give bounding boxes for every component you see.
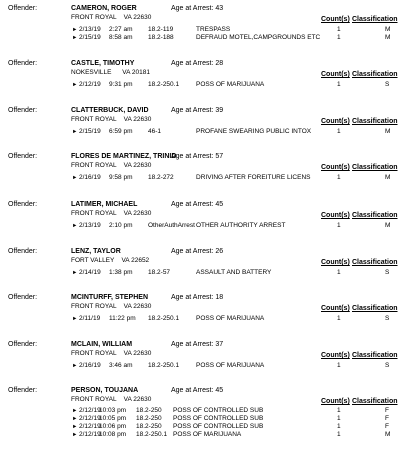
charge-classification: M bbox=[385, 431, 391, 438]
charge-time: 9:31 pm bbox=[109, 81, 133, 88]
offender-name: CAMERON, ROGER bbox=[71, 5, 137, 12]
charge-date: 2/12/19 bbox=[79, 431, 101, 438]
charge-description: DRIVING AFTER FOREITURE LICENS bbox=[196, 174, 311, 181]
charge-description: POSS OF MARIJUANA bbox=[196, 315, 265, 322]
charge-time: 11:22 pm bbox=[109, 315, 136, 322]
offender-record bbox=[0, 152, 420, 202]
count-header: Count(s) bbox=[321, 259, 350, 266]
charge-statute: 18.2-272 bbox=[148, 174, 174, 181]
charge-row bbox=[0, 34, 420, 42]
charge-statute: 18.2-119 bbox=[148, 26, 174, 33]
charge-statute: 18.2-188 bbox=[148, 34, 174, 41]
charge-date: 2/12/19 bbox=[79, 407, 101, 414]
offender-address: FRONT ROYAL VA 22630 bbox=[71, 350, 152, 357]
offender-record bbox=[0, 293, 420, 343]
charge-count: 1 bbox=[337, 34, 341, 41]
charge-row bbox=[0, 81, 420, 89]
age-at-arrest bbox=[171, 59, 223, 69]
charge-time: 6:59 pm bbox=[109, 128, 133, 135]
age-label: Age at Arrest: bbox=[171, 107, 214, 114]
offender-label: Offender: bbox=[8, 387, 38, 394]
charge-date: 2/14/19 bbox=[79, 269, 101, 276]
arrow-bullet-icon: ► bbox=[72, 270, 78, 276]
count-header: Count(s) bbox=[321, 212, 350, 219]
offender-name: FLORES DE MARTINEZ, TRINID bbox=[71, 153, 177, 160]
charge-description: TRESPASS bbox=[196, 26, 231, 33]
classification-header: Classification bbox=[352, 212, 398, 219]
charge-description: POSS OF CONTROLLED SUB bbox=[173, 415, 264, 422]
charge-row bbox=[0, 407, 420, 415]
charge-classification: M bbox=[385, 128, 391, 135]
age-label: Age at Arrest: bbox=[171, 60, 214, 67]
charge-date: 2/13/19 bbox=[79, 222, 101, 229]
offender-address: NOKESVILLE VA 20181 bbox=[71, 69, 151, 76]
charge-row bbox=[0, 415, 420, 423]
offender-name: CLATTERBUCK, DAVID bbox=[71, 107, 149, 114]
charge-classification: S bbox=[385, 362, 390, 369]
offender-name: LENZ, TAYLOR bbox=[71, 248, 121, 255]
classification-header: Classification bbox=[352, 164, 398, 171]
age-value: 43 bbox=[215, 5, 224, 12]
charge-statute: 18.2-250 bbox=[136, 423, 162, 430]
arrow-bullet-icon: ► bbox=[72, 223, 78, 229]
offender-record bbox=[0, 200, 420, 250]
charge-time: 1:38 pm bbox=[109, 269, 133, 276]
offender-record bbox=[0, 4, 420, 54]
arrow-bullet-icon: ► bbox=[72, 175, 78, 181]
offender-record bbox=[0, 106, 420, 156]
offender-label: Offender: bbox=[8, 201, 38, 208]
charge-time: 10:06 pm bbox=[99, 423, 127, 430]
offender-name: CASTLE, TIMOTHY bbox=[71, 60, 135, 67]
count-header: Count(s) bbox=[321, 305, 350, 312]
charge-statute: 18.2-250 bbox=[136, 407, 162, 414]
offender-name: PERSON, TOUJANA bbox=[71, 387, 139, 394]
charge-row bbox=[0, 26, 420, 34]
charge-time: 9:58 pm bbox=[109, 174, 133, 181]
arrow-bullet-icon: ► bbox=[72, 416, 78, 422]
charge-time: 8:58 am bbox=[109, 34, 133, 41]
charge-date: 2/15/19 bbox=[79, 34, 101, 41]
classification-header: Classification bbox=[352, 118, 398, 125]
age-label: Age at Arrest: bbox=[171, 153, 214, 160]
charge-date: 2/15/19 bbox=[79, 128, 101, 135]
charge-time: 10:05 pm bbox=[99, 415, 127, 422]
charge-classification: M bbox=[385, 26, 391, 33]
charge-statute: 18.2-250.1 bbox=[148, 81, 180, 88]
count-header: Count(s) bbox=[321, 164, 350, 171]
age-value: 45 bbox=[215, 201, 224, 208]
classification-header: Classification bbox=[352, 16, 398, 23]
age-label: Age at Arrest: bbox=[171, 294, 214, 301]
age-at-arrest bbox=[171, 293, 223, 303]
offender-address: FRONT ROYAL VA 22630 bbox=[71, 14, 152, 21]
age-value: 45 bbox=[215, 387, 224, 394]
charge-date: 2/11/19 bbox=[79, 315, 101, 322]
charge-statute: 18.2-250.1 bbox=[148, 315, 180, 322]
charge-count: 1 bbox=[337, 423, 341, 430]
charge-row bbox=[0, 128, 420, 136]
charge-classification: F bbox=[385, 415, 389, 422]
charge-description: ASSAULT AND BATTERY bbox=[196, 269, 272, 276]
arrow-bullet-icon: ► bbox=[72, 316, 78, 322]
age-at-arrest bbox=[171, 386, 223, 396]
charge-date: 2/12/19 bbox=[79, 415, 101, 422]
offender-label: Offender: bbox=[8, 294, 38, 301]
charge-date: 2/16/19 bbox=[79, 362, 101, 369]
offender-name: MCINTURFF, STEPHEN bbox=[71, 294, 148, 301]
classification-header: Classification bbox=[352, 305, 398, 312]
charge-count: 1 bbox=[337, 415, 341, 422]
charge-statute: 18.2-250.1 bbox=[148, 362, 180, 369]
arrow-bullet-icon: ► bbox=[72, 129, 78, 135]
charge-date: 2/12/19 bbox=[79, 423, 101, 430]
charge-row bbox=[0, 423, 420, 431]
charge-description: PROFANE SWEARING PUBLIC INTOX bbox=[196, 128, 312, 135]
age-label: Age at Arrest: bbox=[171, 341, 214, 348]
charge-count: 1 bbox=[337, 26, 341, 33]
offender-address: FORT VALLEY VA 22652 bbox=[71, 257, 150, 264]
offender-label: Offender: bbox=[8, 341, 38, 348]
classification-header: Classification bbox=[352, 352, 398, 359]
charge-count: 1 bbox=[337, 269, 341, 276]
count-header: Count(s) bbox=[321, 352, 350, 359]
classification-header: Classification bbox=[352, 259, 398, 266]
charge-statute: 18.2-57 bbox=[148, 269, 171, 276]
charge-time: 3:46 am bbox=[109, 362, 133, 369]
charge-time: 2:27 am bbox=[109, 26, 133, 33]
charge-description: POSS OF MARIJUANA bbox=[173, 431, 242, 438]
arrow-bullet-icon: ► bbox=[72, 432, 78, 438]
charge-row bbox=[0, 362, 420, 370]
offender-record bbox=[0, 247, 420, 297]
charge-statute: 18.2-250.1 bbox=[136, 431, 168, 438]
charge-statute: OtherAuthArrest bbox=[148, 222, 195, 229]
age-label: Age at Arrest: bbox=[171, 201, 214, 208]
age-at-arrest bbox=[171, 340, 223, 350]
charge-date: 2/13/19 bbox=[79, 26, 101, 33]
offender-label: Offender: bbox=[8, 248, 38, 255]
count-header: Count(s) bbox=[321, 71, 350, 78]
charge-description: POSS OF MARIJUANA bbox=[196, 362, 265, 369]
count-header: Count(s) bbox=[321, 398, 350, 405]
offender-name: MCLAIN, WILLIAM bbox=[71, 341, 133, 348]
offender-address: FRONT ROYAL VA 22630 bbox=[71, 162, 152, 169]
age-value: 37 bbox=[215, 341, 224, 348]
charge-description: POSS OF MARIJUANA bbox=[196, 81, 265, 88]
age-value: 39 bbox=[215, 107, 224, 114]
charge-count: 1 bbox=[337, 81, 341, 88]
arrow-bullet-icon: ► bbox=[72, 363, 78, 369]
classification-header: Classification bbox=[352, 71, 398, 78]
offender-record bbox=[0, 340, 420, 390]
charge-description: POSS OF CONTROLLED SUB bbox=[173, 423, 264, 430]
classification-header: Classification bbox=[352, 398, 398, 405]
charge-count: 1 bbox=[337, 315, 341, 322]
age-at-arrest bbox=[171, 152, 223, 162]
charge-row bbox=[0, 269, 420, 277]
arrow-bullet-icon: ► bbox=[72, 82, 78, 88]
age-value: 57 bbox=[215, 153, 224, 160]
age-value: 18 bbox=[215, 294, 224, 301]
charge-statute: 46-1 bbox=[148, 128, 162, 135]
age-at-arrest bbox=[171, 200, 223, 210]
charge-date: 2/16/19 bbox=[79, 174, 101, 181]
charge-classification: S bbox=[385, 315, 390, 322]
offender-name: LATIMER, MICHAEL bbox=[71, 201, 138, 208]
offender-address: FRONT ROYAL VA 22630 bbox=[71, 210, 152, 217]
charge-row bbox=[0, 222, 420, 230]
offender-label: Offender: bbox=[8, 107, 38, 114]
age-value: 28 bbox=[215, 60, 224, 67]
offender-label: Offender: bbox=[8, 60, 38, 67]
charge-description: POSS OF CONTROLLED SUB bbox=[173, 407, 264, 414]
charge-classification: F bbox=[385, 423, 389, 430]
offender-label: Offender: bbox=[8, 153, 38, 160]
arrow-bullet-icon: ► bbox=[72, 27, 78, 33]
offender-address: FRONT ROYAL VA 22630 bbox=[71, 116, 152, 123]
age-at-arrest bbox=[171, 4, 223, 14]
charge-description: DEFRAUD MOTEL,CAMPGROUNDS ETC bbox=[196, 34, 321, 41]
charge-classification: S bbox=[385, 81, 390, 88]
charge-count: 1 bbox=[337, 362, 341, 369]
charge-time: 2:10 pm bbox=[109, 222, 133, 229]
charge-count: 1 bbox=[337, 174, 341, 181]
charge-classification: M bbox=[385, 222, 391, 229]
age-value: 26 bbox=[215, 248, 224, 255]
charge-description: OTHER AUTHORITY ARREST bbox=[196, 222, 286, 229]
charge-count: 1 bbox=[337, 431, 341, 438]
count-header: Count(s) bbox=[321, 16, 350, 23]
arrow-bullet-icon: ► bbox=[72, 408, 78, 414]
charge-statute: 18.2-250 bbox=[136, 415, 162, 422]
offender-address: FRONT ROYAL VA 22630 bbox=[71, 396, 152, 403]
age-label: Age at Arrest: bbox=[171, 248, 214, 255]
charge-classification: M bbox=[385, 34, 391, 41]
age-label: Age at Arrest: bbox=[171, 5, 214, 12]
age-label: Age at Arrest: bbox=[171, 387, 214, 394]
age-at-arrest bbox=[171, 247, 223, 257]
charge-time: 10:08 pm bbox=[99, 431, 127, 438]
offender-record bbox=[0, 59, 420, 109]
arrow-bullet-icon: ► bbox=[72, 424, 78, 430]
offender-address: FRONT ROYAL VA 22630 bbox=[71, 303, 152, 310]
charge-classification: F bbox=[385, 407, 389, 414]
charge-row bbox=[0, 431, 420, 439]
charge-time: 10:03 pm bbox=[99, 407, 127, 414]
charge-date: 2/12/19 bbox=[79, 81, 101, 88]
charge-count: 1 bbox=[337, 407, 341, 414]
age-at-arrest bbox=[171, 106, 223, 116]
charge-row bbox=[0, 174, 420, 182]
count-header: Count(s) bbox=[321, 118, 350, 125]
arrow-bullet-icon: ► bbox=[72, 35, 78, 41]
charge-count: 1 bbox=[337, 128, 341, 135]
charge-classification: M bbox=[385, 174, 391, 181]
offender-label: Offender: bbox=[8, 5, 38, 12]
offender-record bbox=[0, 386, 420, 436]
charge-count: 1 bbox=[337, 222, 341, 229]
charge-classification: S bbox=[385, 269, 390, 276]
charge-row bbox=[0, 315, 420, 323]
